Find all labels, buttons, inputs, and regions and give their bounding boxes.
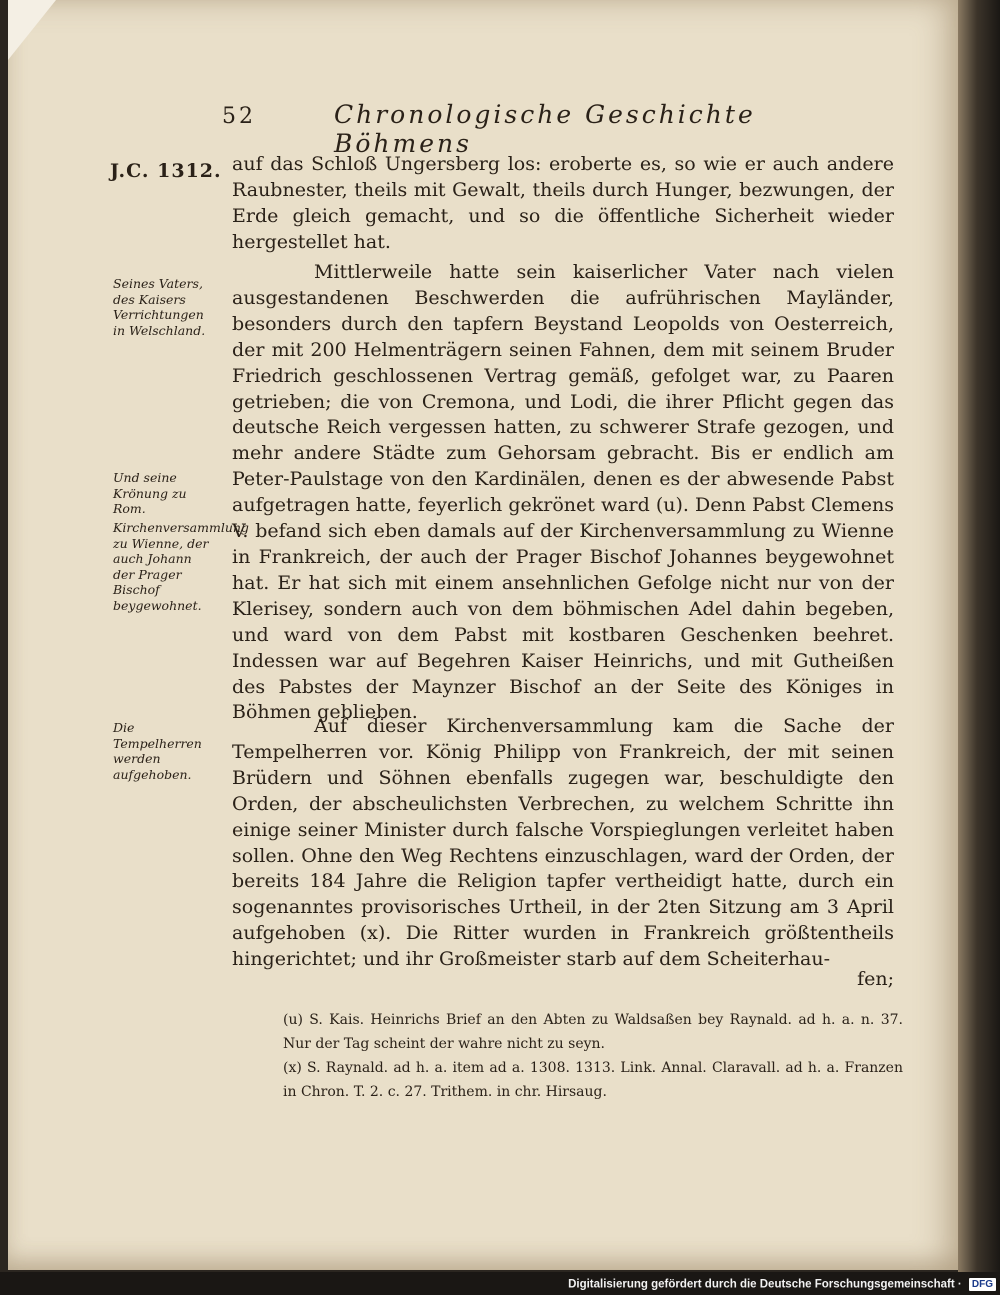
digitization-credit (560, 1278, 996, 1294)
paragraph (232, 260, 894, 726)
marginal-note: Und seine Krönung zu Rom. (113, 470, 187, 516)
dfg-logo: DFG (969, 1278, 996, 1291)
paragraph (232, 714, 894, 973)
footnote: (x) S. Raynald. ad h. a. item ad a. 1308. 1313. Link. Annal. Claravall. ad h. a. Franzen in Chron. T. 2. c. 27. Trithem. in chr. Hirsaug. (283, 1060, 903, 1100)
year-marginal: J.C. 1312. (110, 160, 222, 182)
marginal-note: Die Tempelherren werden aufgehoben. (113, 720, 202, 782)
marginal-note: Seines Vaters, des Kaisers Verrichtungen in Welschland. (113, 276, 206, 338)
catchword: fen; (857, 968, 894, 990)
credit-text: Digitalisierung gefördert durch die Deutsche Forschungsgemeinschaft · (568, 1278, 962, 1291)
paragraph (232, 152, 894, 256)
paragraph-text: Mittlerweile hatte sein kaiserlicher Vater nach vielen ausgestandenen Beschwerden die aufrührischen Mayländer, besonders durch den tapfern Beystand Leopolds von Oesterreich, der mit 200 Helmenträgern seinen Fahnen, dem mit seinem Bruder Friedrich geschlossenen Vertrag gemäß, gefolget war, zu Paaren getrieben; die von Cremona, und Lodi, die ihrer Pflicht gegen das deutsche Reich vergessen hatten, zu schwerer Strafe gezogen, und mehr andere Städte zum Gehorsam gebracht. Bis er endlich am Peter-Paulstage von den Kardinälen, denen es der abwesende Pabst aufgetragen hatte, feyerlich gekrönet ward (u). Denn Pabst Clemens V. befand sich eben damals auf der Kirchenversammlung zu Wienne in Frankreich, der auch der Prager Bischof Johannes beygewohnet hat. Er hat sich mit einem ansehnlichen Gefolge nicht nur von der Klerisey, sondern auch von dem böhmischen Adel dahin begeben, und ward von dem Pabst mit kostbaren Geschenken beehret. Indessen war auf Begehren Kaiser Heinrichs, und mit Gutheißen des Pabstes der Maynzer Bischof an der Seite des Königes in Böhmen geblieben. (232, 261, 894, 724)
marginal-note: Kirchenversammlung zu Wienne, der auch Johann der Prager Bischof beygewohnet. (113, 520, 249, 613)
paragraph-text: auf das Schloß Ungersberg los: eroberte es, so wie er auch andere Raubnester, theils mit Gewalt, theils durch Hunger, bezwungen, der Erde gleich gemacht, und so die öffentliche Sicherheit wieder hergestellet hat. (232, 153, 894, 253)
book-spine (958, 0, 1000, 1272)
page-number: 52 (222, 104, 256, 129)
paragraph-text: Auf dieser Kirchenversammlung kam die Sache der Tempelherren vor. König Philipp von Frankreich, der mit seinen Brüdern und Söhnen ebenfalls zugegen war, beschuldigte den Orden, der abscheulichsten Verbrechen, zu welchem Schritte ihn einige seiner Minister durch falsche Vorspieglungen verleitet haben sollen. Ohne den Weg Rechtens einzuschlagen, ward der Orden, der bereits 184 Jahre die Religion tapfer vertheidigt hatte, durch ein sogenanntes provisorisches Urtheil, in der 2ten Sitzung am 3 April aufgehoben (x). Die Ritter wurden in Frankreich größtentheils hingerichtet; und ihr Großmeister starb auf dem Scheiterhau- (232, 715, 894, 971)
footnote: (u) S. Kais. Heinrichs Brief an den Abten zu Waldsaßen bey Raynald. ad h. a. n. 37. Nur der Tag scheint der wahre nicht zu seyn. (283, 1012, 903, 1052)
running-head (222, 100, 822, 158)
running-title: Chronologische Geschichte Böhmens (334, 100, 756, 158)
